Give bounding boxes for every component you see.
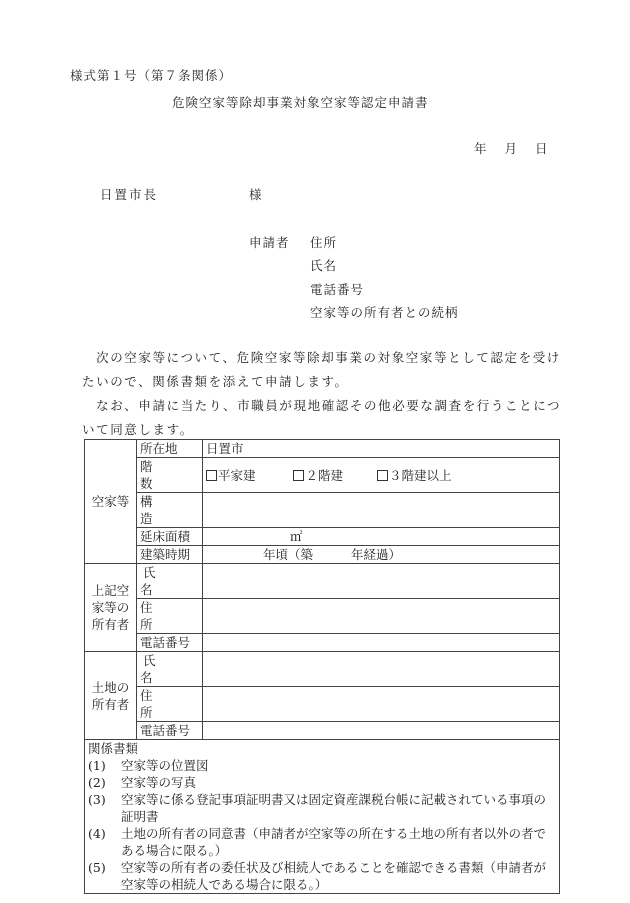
addressee-name: 日置市長 (100, 187, 159, 202)
floor-option-1-label: 平家建 (218, 467, 256, 483)
owner-name-label-text: 氏名 (140, 565, 186, 597)
owner-address-value[interactable] (203, 599, 560, 634)
land-owner-name-label (137, 652, 203, 687)
owner-group-line2: 家等の (91, 600, 130, 615)
built-value[interactable] (203, 546, 560, 564)
table-row (85, 652, 560, 687)
date-month: 月 (504, 141, 518, 156)
land-owner-group-line1: 土地の (91, 679, 130, 695)
structure-label-text: 構造 (140, 494, 183, 526)
table-row (85, 528, 560, 546)
date-year: 年 (474, 141, 487, 156)
application-table (84, 439, 560, 894)
owner-address-label-text: 住所 (140, 600, 183, 632)
document-text: 空家等の所有者の委任状及び相続人であることを確認できる書類（申請者が空家等の相続人である場合に限る。） (121, 860, 547, 892)
request-paragraph: 次の空家等について、危険空家等除却事業の対象空家等として認定を受けたいので、関係書類を添えて申請します。 (82, 350, 561, 389)
table-row (85, 599, 560, 634)
document-text: 空家等の位置図 (121, 758, 209, 773)
document-number: (2) (88, 775, 106, 790)
list-item (88, 859, 556, 893)
list-item (88, 757, 556, 774)
floor-option-3-label: ３階建以上 (388, 467, 452, 483)
table-row (85, 546, 560, 564)
document-text: 空家等に係る登記事項証明書又は固定資産課税台帳に記載されている事項の証明書 (121, 792, 547, 824)
owner-phone-value[interactable] (203, 634, 560, 652)
date-line (474, 139, 548, 157)
list-item (88, 774, 556, 791)
table-row (85, 440, 560, 458)
built-age-suffix: 年経過） (351, 547, 402, 562)
owner-address-label (137, 599, 203, 634)
owner-group-label (85, 564, 137, 652)
location-value[interactable]: 日置市 (203, 440, 560, 458)
vacant-house-group-label: 空家等 (85, 440, 137, 564)
land-owner-group-label (85, 652, 137, 740)
addressee-honorific: 様 (249, 187, 262, 202)
location-label (137, 440, 203, 458)
consent-paragraph: なお、申請に当たり、市職員が現地確認その他必要な調査を行うことについて同意します。 (82, 398, 562, 437)
floor-option-2-label: ２階建 (305, 467, 343, 483)
owner-phone-label: 電話番号 (137, 634, 203, 652)
applicant-address-label: 住所 (310, 235, 338, 250)
owner-name-value[interactable] (203, 564, 560, 599)
floor-area-unit: ㎡ (290, 529, 303, 544)
table-row (85, 722, 560, 740)
table-row (85, 564, 560, 599)
land-owner-address-value[interactable] (203, 687, 560, 722)
owner-group-line1: 上記空 (91, 583, 130, 598)
floors-label-text: 階数 (140, 459, 183, 491)
applicant-relation-label: 空家等の所有者との続柄 (310, 305, 459, 320)
checkbox-icon[interactable] (206, 470, 217, 481)
document-text: 土地の所有者の同意書（申請者が空家等の所在する土地の所有者以外の者である場合に限る。） (121, 826, 547, 858)
related-documents (85, 740, 560, 894)
documents-heading: 関係書類 (88, 741, 139, 756)
list-item (88, 825, 556, 859)
floor-area-label: 延床面積 (137, 528, 203, 546)
checkbox-icon[interactable] (293, 470, 304, 481)
location-label-text: 所在地 (140, 441, 178, 456)
structure-label (137, 493, 203, 528)
date-day: 日 (535, 141, 548, 156)
floors-label (137, 458, 203, 493)
floor-option-3[interactable] (377, 468, 452, 483)
table-row (85, 634, 560, 652)
structure-value[interactable] (203, 493, 560, 528)
built-label: 建築時期 (137, 546, 203, 564)
document-number: (1) (88, 758, 106, 773)
floor-option-1[interactable] (206, 468, 256, 483)
floor-option-2[interactable] (293, 468, 343, 483)
land-owner-group-line2: 所有者 (91, 696, 130, 712)
land-owner-name-value[interactable] (203, 652, 560, 687)
built-year-suffix: 年頃（築 (263, 547, 314, 562)
table-row (85, 458, 560, 493)
owner-name-label (137, 564, 203, 599)
form-number: 様式第１号（第７条関係） (70, 68, 233, 83)
land-owner-phone-label: 電話番号 (137, 722, 203, 740)
document-number: (3) (88, 792, 106, 807)
document-number: (5) (88, 860, 106, 875)
table-row (85, 687, 560, 722)
table-row (85, 493, 560, 528)
document-text: 空家等の写真 (121, 775, 197, 790)
document-number: (4) (88, 826, 106, 841)
table-row (85, 740, 560, 894)
floor-area-value[interactable] (203, 528, 560, 546)
applicant-label: 申請者 (249, 235, 290, 250)
land-owner-phone-value[interactable] (203, 722, 560, 740)
land-owner-address-label-text: 住所 (140, 688, 183, 720)
land-owner-address-label (137, 687, 203, 722)
applicant-name-label: 氏名 (310, 258, 338, 273)
land-owner-name-label-text: 氏名 (140, 653, 186, 685)
applicant-phone-label: 電話番号 (310, 282, 365, 297)
form-title: 危険空家等除却事業対象空家等認定申請書 (172, 95, 429, 110)
checkbox-icon[interactable] (377, 470, 388, 481)
floor-options (203, 458, 560, 493)
list-item (88, 791, 556, 825)
owner-group-line3: 所有者 (91, 617, 130, 632)
